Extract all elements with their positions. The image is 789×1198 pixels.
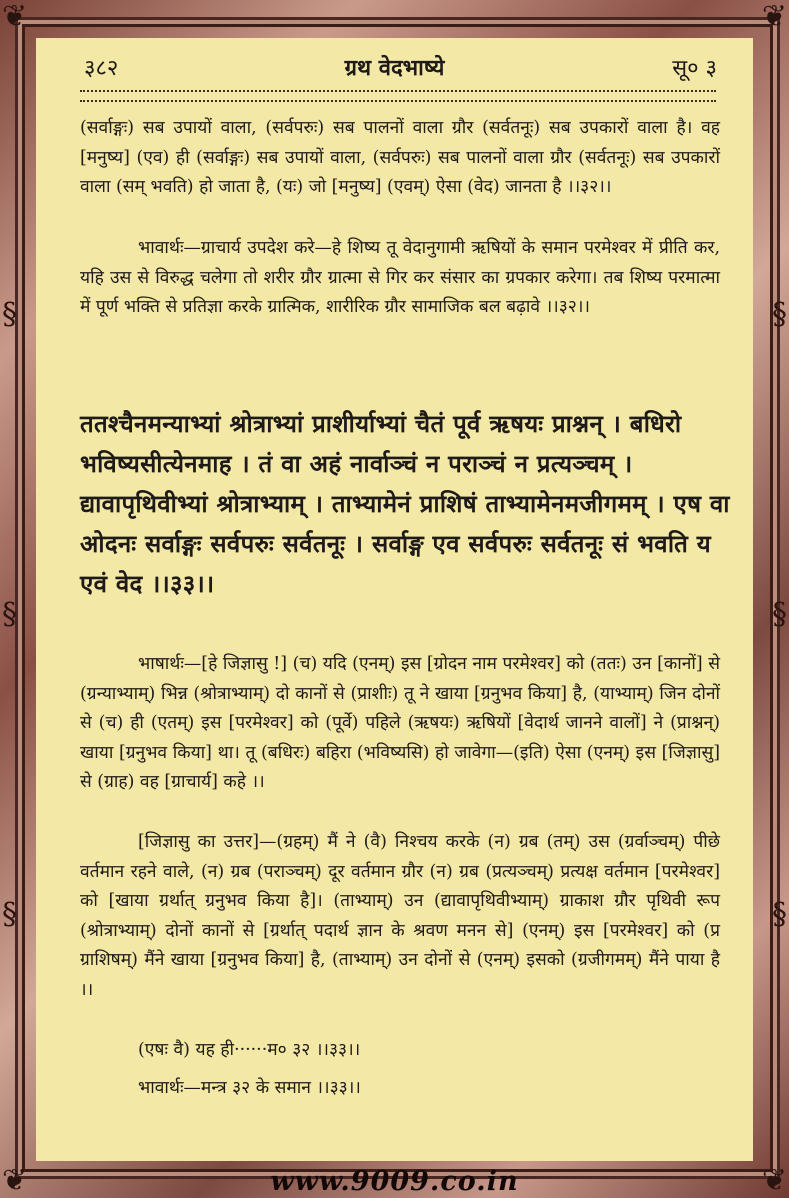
side-flourish-icon: § <box>2 297 17 332</box>
answer-paragraph: [जिज्ञासु का उत्तर]—(ग्रहम्) मैं ने (वै) निश्चय करके (न) ग्रब (तम्) उस (ग्रर्वाञ्चम्) पीछे वर्तमान रहने वाले, (न) ग्रब (पराञ्चम्) दूर वर्तमान ग्रौर (न) ग्रब (प्रत्यञ्चम्) प्रत्यक्ष वर्तमान [परमेश्वर] को [खाया ग्रर्थात् ग्रनुभव किया है]। (ताभ्याम्) उन (द्यावापृथिवीभ्याम्) ग्राकाश ग्रौर पृथिवी रूप (श्रोत्राभ्याम्) दोनों कानों से [ग्रर्थात् पदार्थ ज्ञान के श्रवण मनन से] (एनम्) इस [परमेश्वर] को (प्र ग्राशिषम्) मैंने खाया [ग्रनुभव किया] है, (ताभ्याम्) उन दोनों से (एनम्) इसको (ग्रजीगमम्) मैंने पाया है ।। <box>80 832 720 1000</box>
header-divider <box>80 90 716 102</box>
side-flourish-icon: § <box>772 297 787 332</box>
page-number: ३८२ <box>84 56 119 81</box>
page-header <box>36 44 753 84</box>
corner-flourish-icon: ❦ <box>2 1163 28 1198</box>
side-flourish-icon: § <box>772 897 787 932</box>
bhasharth-paragraph: भाषार्थः—[हे जिज्ञासु !] (च) यदि (एनम्) इस [ग्रोदन नाम परमेश्वर] को (ततः) उन [कानों] से (ग्रन्याभ्याम्) भिन्न (श्रोत्राभ्याम्) दो कानों से (प्राशीः) तू ने खाया [ग्रनुभव किया] है, (याभ्याम्) जिन दोनों से (च) ही (एतम्) इस [परमेश्वर] को (पूर्वे) पहिले (ऋषयः) ऋषियों [वेदार्थ जानने वालों] ने (प्राश्नन्) खाया [ग्रनुभव किया] था। तू (बधिरः) बहिरा (भविष्यसि) हो जावेगा—(इति) ऐसा (एनम्) इस [जिज्ञासु] से (ग्राह) वह [ग्राचार्य] कहे ।। <box>80 654 720 793</box>
book-page <box>36 38 753 1161</box>
corner-flourish-icon: ❦ <box>2 0 28 34</box>
side-flourish-icon: § <box>2 597 17 632</box>
mantra-verse: ततश्चैनमन्याभ्यां श्रोत्राभ्यां प्राशीर्याभ्यां चैतं पूर्व ऋषयः प्राश्नन् । बधिरो भविष्यसीत्येनमाह । तं वा अहं नार्वाञ्चं न पराञ्चं न प्रत्यञ्चम् । द्यावापृथिवीभ्यां श्रोत्राभ्याम् । ताभ्यामेनं प्राशिषं ताभ्यामेनमजीगमम् । एष वा ओदनः सर्वाङ्गः सर्वपरुः सर्वतनूः । सर्वाङ्ग एव सर्वपरुः सर्वतनूः सं भवति य एवं वेद ।।३३।। <box>80 409 730 598</box>
bhavartha-line: भावार्थः—मन्त्र ३२ के समान ।।३३।। <box>138 1078 361 1098</box>
reference-line: (एषः वै) यह ही······म० ३२ ।।३३।। <box>138 1040 361 1060</box>
corner-flourish-icon: ❦ <box>761 1163 787 1198</box>
side-flourish-icon: § <box>772 597 787 632</box>
side-flourish-icon: § <box>2 897 17 932</box>
page-title: ग्रथ वेदभाष्ये <box>344 55 445 81</box>
corner-flourish-icon: ❦ <box>761 0 787 34</box>
sutra-number: सू० ३ <box>672 56 717 81</box>
commentary-paragraph: (सर्वाङ्गः) सब उपायों वाला, (सर्वपरुः) सब पालनों वाला ग्रौर (सर्वतनूः) सब उपकारों वाला है। वह [मनुष्य] (एव) ही (सर्वाङ्गः) सब उपायों वाला, (सर्वपरुः) सब पालनों वाला ग्रौर (सर्वतनूः) सब उपकारों वाला (सम् भवति) हो जाता है, (यः) जो [मनुष्य] (एवम्) ऐसा (वेद) जानता है ।।३२।। <box>80 118 720 198</box>
bhavartha-paragraph: भावार्थः—ग्राचार्य उपदेश करे—हे शिष्य तू वेदानुगामी ऋषियों के समान परमेश्वर में प्रीति कर, यहि उस से विरुद्ध चलेगा तो शरीर ग्रौर ग्रात्मा से गिर कर संसार का ग्रपकार करेगा। तब शिष्य परमात्मा में पूर्ण भक्ति से प्रतिज्ञा करके ग्रात्मिक, शारीरिक ग्रौर सामाजिक बल बढ़ावे ।।३२।। <box>80 238 720 318</box>
website-watermark: www.9009.co.in <box>270 1166 519 1197</box>
